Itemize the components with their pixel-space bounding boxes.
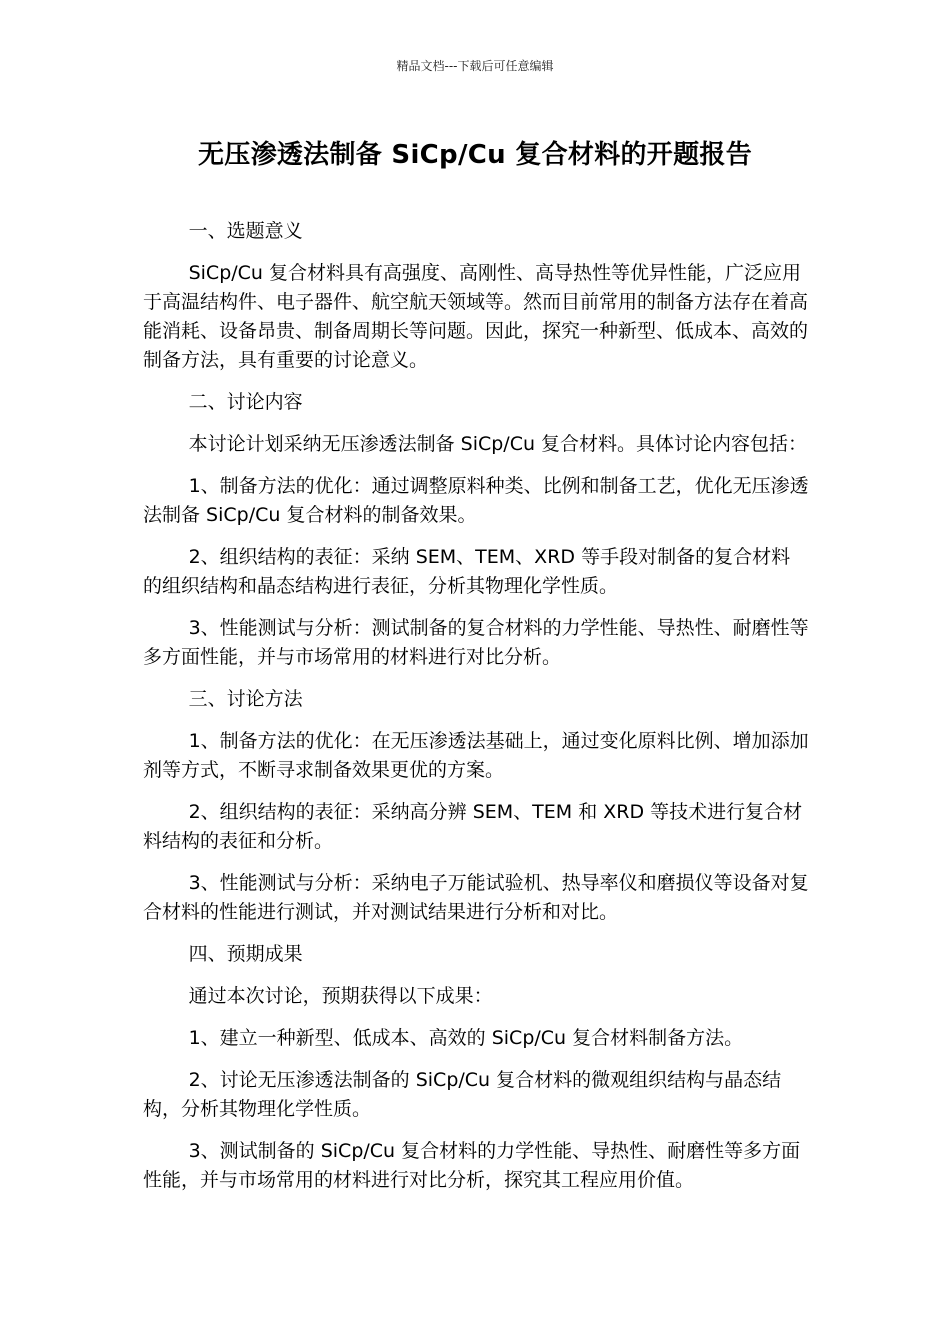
section-heading-methods: 三、讨论方法 [188, 688, 303, 710]
list-item: 2、组织结构的表征：采纳高分辨 SEM、TEM 和 XRD 等技术进行复合材料结构的表征和分析。 [143, 801, 803, 852]
list-item: 1、制备方法的优化：通过调整原料种类、比例和制备工艺，优化无压渗透法制备 SiCp/Cu 复合材料的制备效果。 [143, 475, 809, 526]
list-item: 3、性能测试与分析：测试制备的复合材料的力学性能、导热性、耐磨性等多方面性能，并与市场常用的材料进行对比分析。 [143, 617, 809, 668]
list-item: 2、讨论无压渗透法制备的 SiCp/Cu 复合材料的微观组织结构与晶态结构，分析其物理化学性质。 [143, 1069, 782, 1120]
document-title: 无压渗透法制备 SiCp/Cu 复合材料的开题报告 [197, 140, 753, 170]
paragraph: 通过本次讨论，预期获得以下成果： [188, 985, 493, 1007]
document-body [143, 217, 809, 1208]
list-item: 2、组织结构的表征：采纳 SEM、TEM、XRD 等手段对制备的复合材料的组织结构和晶态结构进行表征，分析其物理化学性质。 [143, 546, 791, 597]
header-note: 精品文档---下载后可任意编辑 [396, 59, 554, 73]
section-heading-expected-results: 四、预期成果 [188, 943, 303, 965]
section-heading-significance: 一、选题意义 [188, 220, 303, 242]
paragraph: SiCp/Cu 复合材料具有高强度、高刚性、高导热性等优异性能，广泛应用于高温结构件、电子器件、航空航天领域等。然而目前常用的制备方法存在着高能消耗、设备昂贵、制备周期长等问题。因此，探究一种新型、低成本、高效的制备方法，具有重要的讨论意义。 [143, 262, 809, 371]
list-item: 3、测试制备的 SiCp/Cu 复合材料的力学性能、导热性、耐磨性等多方面性能，并与市场常用的材料进行对比分析，探究其工程应用价值。 [143, 1140, 801, 1191]
list-item: 3、性能测试与分析：采纳电子万能试验机、热导率仪和磨损仪等设备对复合材料的性能进行测试，并对测试结果进行分析和对比。 [143, 872, 809, 923]
paragraph: 本讨论计划采纳无压渗透法制备 SiCp/Cu 复合材料。具体讨论内容包括： [188, 433, 808, 455]
list-item: 1、制备方法的优化：在无压渗透法基础上，通过变化原料比例、增加添加剂等方式，不断寻求制备效果更优的方案。 [143, 730, 809, 781]
list-item: 1、建立一种新型、低成本、高效的 SiCp/Cu 复合材料制备方法。 [188, 1027, 744, 1049]
section-heading-content: 二、讨论内容 [188, 391, 303, 413]
